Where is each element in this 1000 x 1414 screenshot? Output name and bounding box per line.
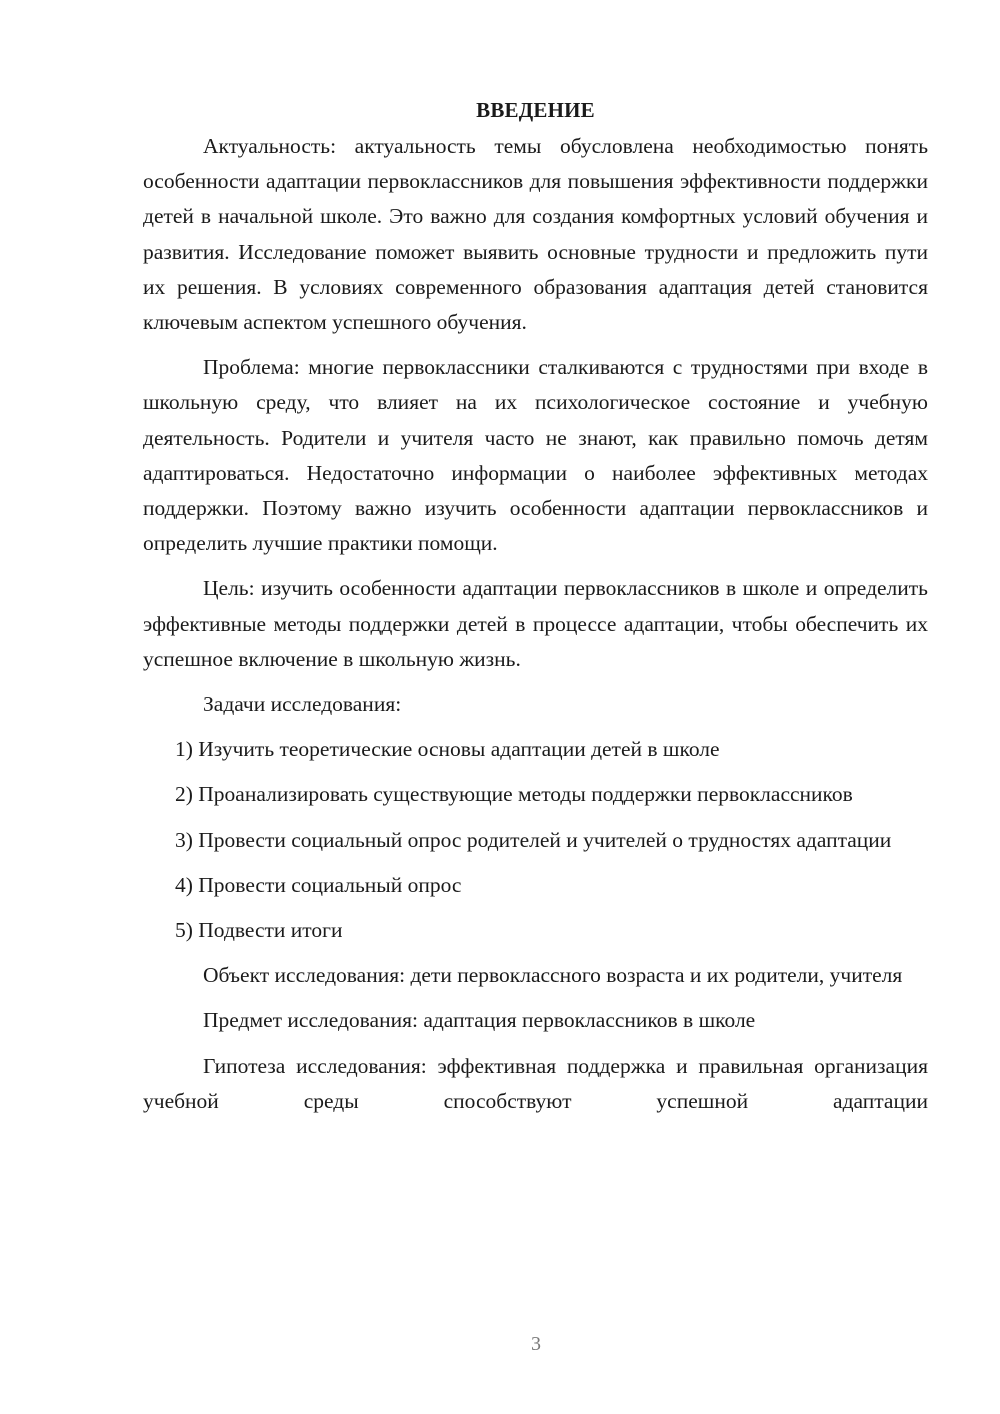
paragraph-relevance: Актуальность: актуальность темы обусловлена необходимостью понять особенности адаптации первоклассников для повышения эффективности поддержки детей в начальной школе. Это важно для создания комфортных условий обучения и развития. Исследование поможет выявить основные трудности и предложить пути их решения. В условиях современного образования адаптация детей становится ключевым аспектом успешного обучения.: [143, 134, 928, 335]
paragraph-tasks-heading: Задачи исследования:: [203, 692, 402, 717]
task-item-5: 5) Подвести итоги: [175, 918, 343, 943]
paragraph-object: Объект исследования: дети первоклассного возраста и их родители, учителя: [203, 963, 903, 988]
paragraph-subject: Предмет исследования: адаптация первоклассников в школе: [203, 1008, 756, 1033]
page-number: 3: [531, 1333, 541, 1355]
task-item-4: 4) Провести социальный опрос: [175, 872, 462, 897]
page-content: [143, 93, 928, 1129]
paragraph-problem: Проблема: многие первоклассники сталкиваются с трудностями при входе в школьную среду, что влияет на их психологическое состояние и учебную деятельность. Родители и учителя часто не знают, как правильно помочь детям адаптироваться. Недостаточно информации о наиболее эффективных методах поддержки. Поэтому важно изучить особенности адаптации первоклассников и определить лучшие практики помощи.: [143, 355, 928, 556]
paragraph-hypothesis: Гипотеза исследования: эффективная поддержка и правильная организация учебной среды способствуют успешной адаптации: [143, 1053, 928, 1113]
task-item-1: 1) Изучить теоретические основы адаптации детей в школе: [175, 737, 720, 762]
task-item-2: 2) Проанализировать существующие методы поддержки первоклассников: [175, 782, 853, 807]
paragraph-goal: Цель: изучить особенности адаптации первоклассников в школе и определить эффективные методы поддержки детей в процессе адаптации, чтобы обеспечить их успешное включение в школьную жизнь.: [143, 576, 928, 671]
task-item-3: 3) Провести социальный опрос родителей и учителей о трудностях адаптации: [175, 827, 892, 852]
section-title: ВВЕДЕНИЕ: [476, 98, 595, 122]
